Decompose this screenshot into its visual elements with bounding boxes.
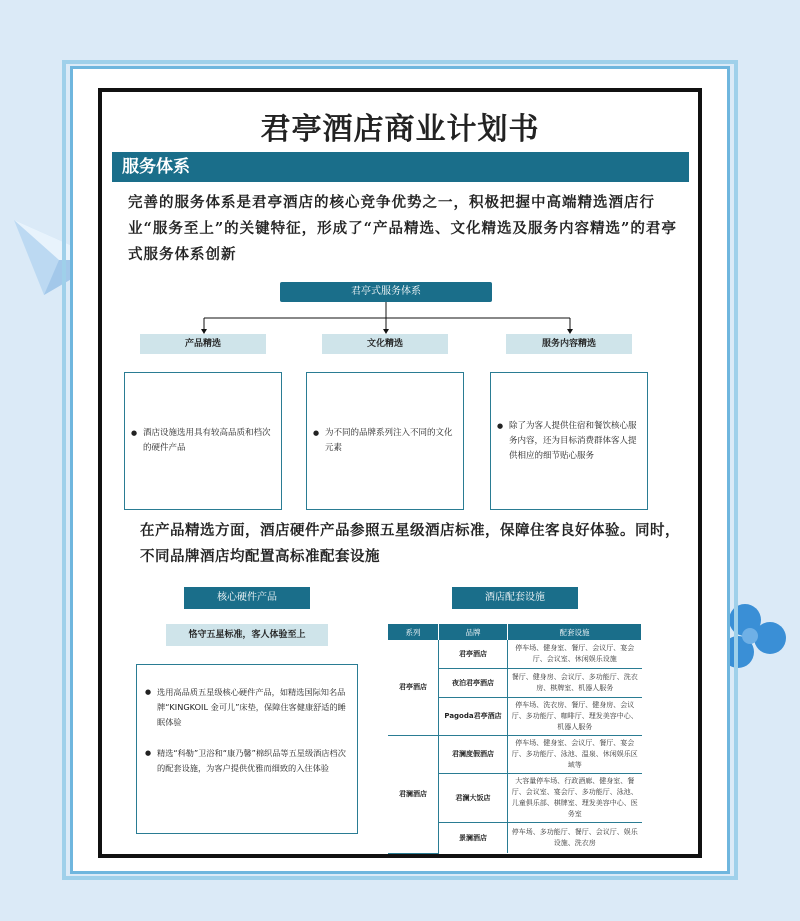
brand-cell: 君澜度假酒店 xyxy=(439,736,508,774)
series-cell: 君亭酒店 xyxy=(388,640,439,736)
page-title: 君亭酒店商业计划书 xyxy=(260,112,540,147)
brand-cell: 景澜酒店 xyxy=(439,823,508,854)
hardware-item: ● 选用高品质五星级核心硬件产品，如精选国际知名品牌“KINGKOIL 金可儿”床垫，保障住客健康舒适的睡眠体验 xyxy=(157,685,347,730)
category-service-content: 服务内容精选 xyxy=(506,334,632,354)
col-header-series: 系列 xyxy=(388,624,439,640)
product-paragraph: 在产品精选方面，酒店硬件产品参照五星级酒店标准，保障住客良好体验。同时，不同品牌酒店均配置高标准配套设施 xyxy=(140,522,680,565)
brand-cell: 君亭酒店 xyxy=(439,640,508,669)
category-product: 产品精选 xyxy=(140,334,266,354)
category-culture: 文化精选 xyxy=(322,334,448,354)
detail-culture xyxy=(306,372,464,510)
table-row xyxy=(388,640,642,669)
service-system-root: 君亭式服务体系 xyxy=(280,282,492,302)
hardware-box xyxy=(136,664,358,834)
table-row xyxy=(388,736,642,774)
detail-service-content-text: ● 除了为客人提供住宿和餐饮核心服务内容，还为目标消费群体客人提供相应的细节贴心服务 xyxy=(509,419,639,464)
facilities-table xyxy=(388,624,642,854)
facilities-pill: 酒店配套设施 xyxy=(452,587,578,609)
facilities-cell: 餐厅、健身房、会议厅、多功能厅、洗衣房、棋牌室、机器人服务 xyxy=(508,669,642,698)
facilities-cell: 停车场、洗衣房、餐厅、健身房、会议厅、多功能厅、咖啡厅、理发美容中心、机器人服务 xyxy=(508,698,642,736)
facilities-cell: 大容量停车场、行政酒廊、健身室、餐厅、会议室、宴会厅、多功能厅、泳池、儿童俱乐部、棋牌室、理发美容中心、医务室 xyxy=(508,774,642,823)
brand-cell: Pagoda君亭酒店 xyxy=(439,698,508,736)
intro-paragraph: 完善的服务体系是君亭酒店的核心竞争优势之一，积极把握中高端精选酒店行业“服务至上”的关键特征，形成了“产品精选、文化精选及服务内容精选”的君亭式服务体系创新 xyxy=(128,194,677,263)
section-heading: 服务体系 xyxy=(112,152,689,182)
detail-service-content xyxy=(490,372,648,510)
col-header-brand: 品牌 xyxy=(439,624,508,640)
hardware-subtitle: 恪守五星标准，客人体验至上 xyxy=(166,624,328,646)
table-header-row xyxy=(388,624,642,640)
detail-culture-text: ● 为不同的品牌系列注入不同的文化元素 xyxy=(325,426,455,456)
brand-cell: 君澜大饭店 xyxy=(439,774,508,823)
brand-cell: 夜泊君亭酒店 xyxy=(439,669,508,698)
detail-product xyxy=(124,372,282,510)
facilities-cell: 停车场、健身室、餐厅、会议厅、宴会厅、会议室、休闲娱乐设施 xyxy=(508,640,642,669)
hardware-item: ● 精选“科勒”卫浴和“康乃馨”棉织品等五星级酒店档次的配套设施，为客户提供优雅而细致的入住体验 xyxy=(157,746,347,776)
col-header-facilities: 配套设施 xyxy=(508,624,642,640)
facilities-cell: 停车场、多功能厅、餐厅、会议厅、娱乐设施、洗衣房 xyxy=(511,828,638,847)
series-cell: 君澜酒店 xyxy=(388,736,439,854)
hardware-pill: 核心硬件产品 xyxy=(184,587,310,609)
facilities-cell: 停车场、健身室、会议厅、餐厅、宴会厅、多功能厅、泳池、温泉、休闲娱乐区域等 xyxy=(508,736,642,774)
detail-product-text: ● 酒店设施选用具有较高品质和档次的硬件产品 xyxy=(143,426,273,456)
